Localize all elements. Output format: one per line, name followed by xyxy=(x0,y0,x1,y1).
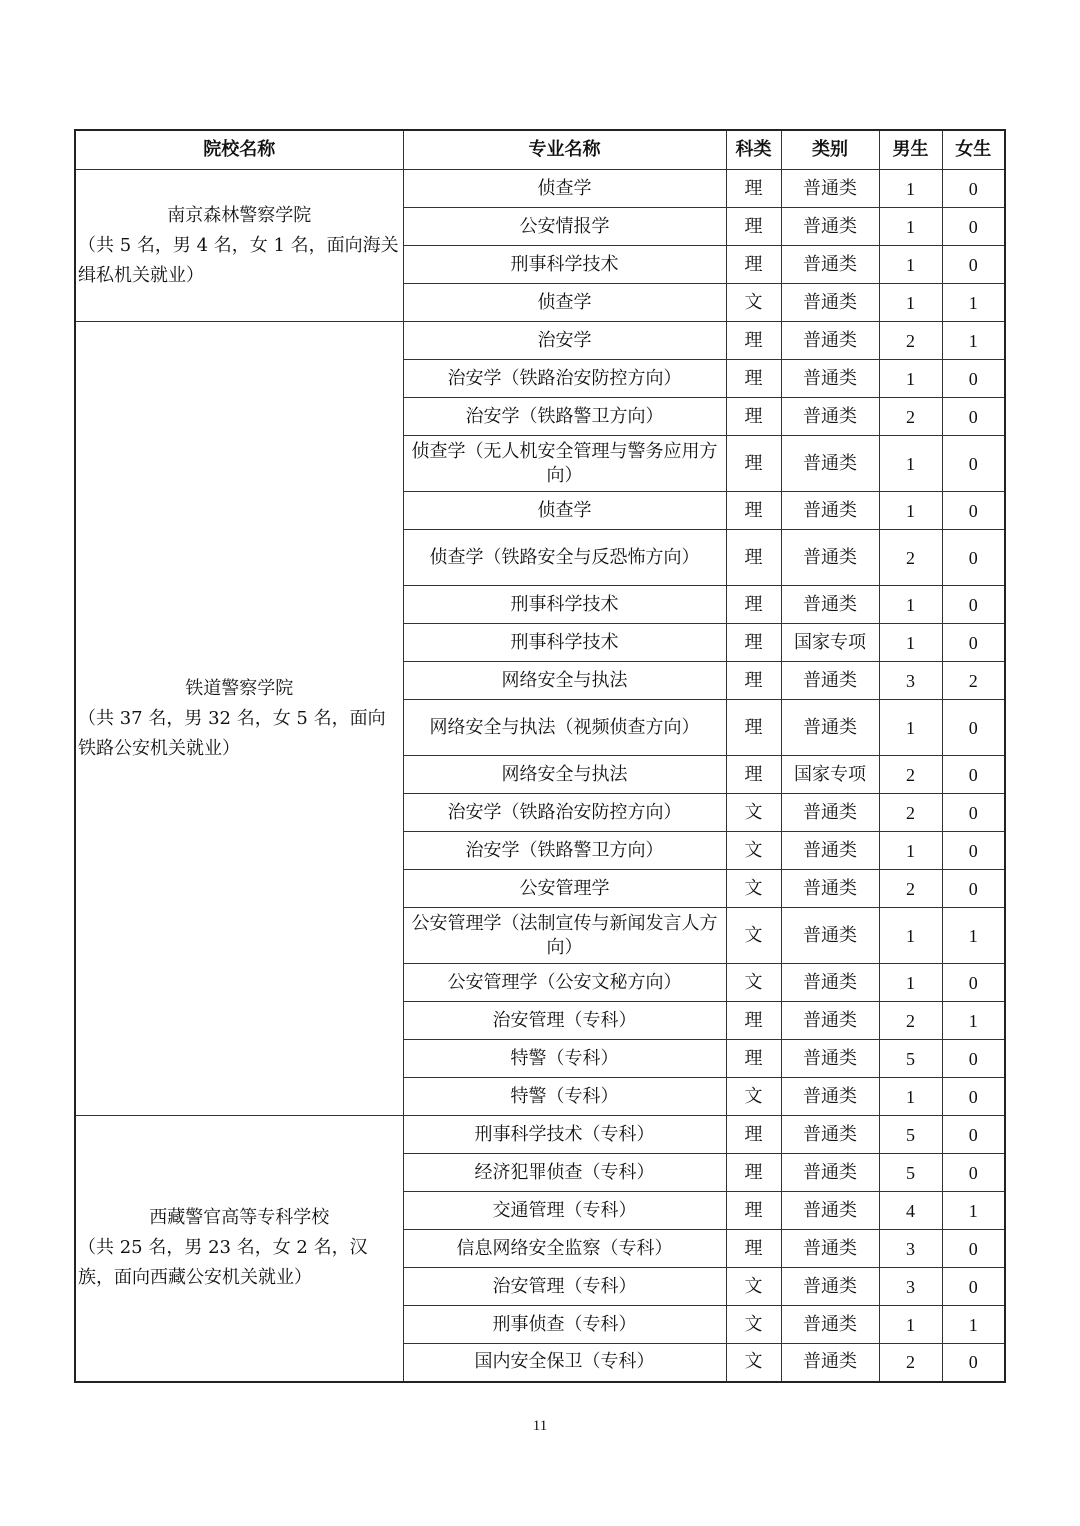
male-count-cell: 1 xyxy=(879,170,942,208)
major-cell: 治安学（铁路治安防控方向） xyxy=(403,360,726,398)
male-count-cell: 1 xyxy=(879,964,942,1002)
male-count-cell: 2 xyxy=(879,1344,942,1382)
female-count-cell: 0 xyxy=(942,1154,1005,1192)
category-cell: 国家专项 xyxy=(781,756,879,794)
header-school: 院校名称 xyxy=(75,130,403,170)
major-cell: 交通管理（专科） xyxy=(403,1192,726,1230)
category-cell: 普通类 xyxy=(781,908,879,964)
major-cell: 刑事科学技术（专科） xyxy=(403,1116,726,1154)
major-cell: 侦查学 xyxy=(403,284,726,322)
category-cell: 普通类 xyxy=(781,1268,879,1306)
male-count-cell: 3 xyxy=(879,1268,942,1306)
subject-cell: 理 xyxy=(726,586,781,624)
male-count-cell: 1 xyxy=(879,436,942,492)
subject-cell: 文 xyxy=(726,284,781,322)
category-cell: 普通类 xyxy=(781,870,879,908)
table-body xyxy=(75,170,1005,1382)
male-count-cell: 1 xyxy=(879,246,942,284)
subject-cell: 理 xyxy=(726,756,781,794)
major-cell: 公安管理学（公安文秘方向） xyxy=(403,964,726,1002)
major-cell: 经济犯罪侦查（专科） xyxy=(403,1154,726,1192)
male-count-cell: 1 xyxy=(879,208,942,246)
subject-cell: 文 xyxy=(726,1306,781,1344)
school-cell xyxy=(75,322,403,1116)
school-cell xyxy=(75,170,403,322)
major-cell: 国内安全保卫（专科） xyxy=(403,1344,726,1382)
subject-cell: 理 xyxy=(726,1154,781,1192)
male-count-cell: 1 xyxy=(879,832,942,870)
major-cell: 侦查学（无人机安全管理与警务应用方向） xyxy=(403,436,726,492)
major-cell: 侦查学 xyxy=(403,170,726,208)
subject-cell: 理 xyxy=(726,360,781,398)
female-count-cell: 1 xyxy=(942,908,1005,964)
subject-cell: 理 xyxy=(726,700,781,756)
male-count-cell: 1 xyxy=(879,360,942,398)
header-female: 女生 xyxy=(942,130,1005,170)
female-count-cell: 0 xyxy=(942,170,1005,208)
table-row xyxy=(75,322,1005,360)
major-cell: 刑事科学技术 xyxy=(403,624,726,662)
male-count-cell: 1 xyxy=(879,624,942,662)
subject-cell: 文 xyxy=(726,964,781,1002)
subject-cell: 理 xyxy=(726,1230,781,1268)
major-cell: 治安学（铁路警卫方向） xyxy=(403,398,726,436)
category-cell: 普通类 xyxy=(781,246,879,284)
category-cell: 普通类 xyxy=(781,208,879,246)
male-count-cell: 5 xyxy=(879,1154,942,1192)
category-cell: 普通类 xyxy=(781,360,879,398)
male-count-cell: 1 xyxy=(879,492,942,530)
school-name: 西藏警官高等专科学校 xyxy=(149,1207,330,1229)
subject-cell: 文 xyxy=(726,832,781,870)
category-cell: 普通类 xyxy=(781,284,879,322)
category-cell: 普通类 xyxy=(781,1078,879,1116)
female-count-cell: 0 xyxy=(942,208,1005,246)
subject-cell: 理 xyxy=(726,170,781,208)
subject-cell: 理 xyxy=(726,1192,781,1230)
major-cell: 公安管理学 xyxy=(403,870,726,908)
subject-cell: 理 xyxy=(726,436,781,492)
male-count-cell: 3 xyxy=(879,662,942,700)
header-category: 类别 xyxy=(781,130,879,170)
female-count-cell: 0 xyxy=(942,1344,1005,1382)
female-count-cell: 0 xyxy=(942,586,1005,624)
category-cell: 普通类 xyxy=(781,1230,879,1268)
subject-cell: 理 xyxy=(726,1002,781,1040)
category-cell: 普通类 xyxy=(781,662,879,700)
male-count-cell: 2 xyxy=(879,870,942,908)
male-count-cell: 2 xyxy=(879,398,942,436)
major-cell: 特警（专科） xyxy=(403,1040,726,1078)
major-cell: 治安学 xyxy=(403,322,726,360)
school-name: 铁道警察学院 xyxy=(185,677,294,699)
major-cell: 公安情报学 xyxy=(403,208,726,246)
category-cell: 普通类 xyxy=(781,492,879,530)
female-count-cell: 0 xyxy=(942,624,1005,662)
table-row xyxy=(75,1116,1005,1154)
female-count-cell: 0 xyxy=(942,1078,1005,1116)
header-male: 男生 xyxy=(879,130,942,170)
female-count-cell: 1 xyxy=(942,1002,1005,1040)
male-count-cell: 1 xyxy=(879,908,942,964)
male-count-cell: 1 xyxy=(879,1306,942,1344)
subject-cell: 文 xyxy=(726,870,781,908)
category-cell: 普通类 xyxy=(781,586,879,624)
female-count-cell: 0 xyxy=(942,360,1005,398)
female-count-cell: 0 xyxy=(942,1230,1005,1268)
male-count-cell: 1 xyxy=(879,586,942,624)
category-cell: 普通类 xyxy=(781,1306,879,1344)
female-count-cell: 0 xyxy=(942,436,1005,492)
school-name: 南京森林警察学院 xyxy=(167,204,312,226)
major-cell: 信息网络安全监察（专科） xyxy=(403,1230,726,1268)
male-count-cell: 2 xyxy=(879,794,942,832)
subject-cell: 理 xyxy=(726,208,781,246)
major-cell: 刑事科学技术 xyxy=(403,586,726,624)
major-cell: 治安学（铁路治安防控方向） xyxy=(403,794,726,832)
male-count-cell: 2 xyxy=(879,756,942,794)
female-count-cell: 1 xyxy=(942,284,1005,322)
major-cell: 特警（专科） xyxy=(403,1078,726,1116)
female-count-cell: 0 xyxy=(942,246,1005,284)
category-cell: 普通类 xyxy=(781,1154,879,1192)
category-cell: 普通类 xyxy=(781,832,879,870)
major-cell: 侦查学（铁路安全与反恐怖方向） xyxy=(403,530,726,586)
major-cell: 网络安全与执法 xyxy=(403,662,726,700)
subject-cell: 理 xyxy=(726,1116,781,1154)
category-cell: 普通类 xyxy=(781,1192,879,1230)
female-count-cell: 0 xyxy=(942,964,1005,1002)
table-row xyxy=(75,170,1005,208)
male-count-cell: 5 xyxy=(879,1116,942,1154)
male-count-cell: 2 xyxy=(879,530,942,586)
female-count-cell: 1 xyxy=(942,322,1005,360)
male-count-cell: 1 xyxy=(879,284,942,322)
female-count-cell: 0 xyxy=(942,398,1005,436)
subject-cell: 理 xyxy=(726,1040,781,1078)
header-major: 专业名称 xyxy=(403,130,726,170)
male-count-cell: 5 xyxy=(879,1040,942,1078)
male-count-cell: 1 xyxy=(879,1078,942,1116)
page-number: 11 xyxy=(532,1418,548,1434)
header-subject: 科类 xyxy=(726,130,781,170)
category-cell: 普通类 xyxy=(781,1116,879,1154)
major-cell: 侦查学 xyxy=(403,492,726,530)
category-cell: 普通类 xyxy=(781,794,879,832)
subject-cell: 理 xyxy=(726,322,781,360)
school-note: （共 37 名，男 32 名，女 5 名，面向铁路公安机关就业） xyxy=(78,707,386,759)
female-count-cell: 0 xyxy=(942,530,1005,586)
female-count-cell: 0 xyxy=(942,832,1005,870)
subject-cell: 理 xyxy=(726,398,781,436)
category-cell: 普通类 xyxy=(781,530,879,586)
male-count-cell: 3 xyxy=(879,1230,942,1268)
category-cell: 普通类 xyxy=(781,1040,879,1078)
major-cell: 公安管理学（法制宣传与新闻发言人方向） xyxy=(403,908,726,964)
school-note: （共 5 名，男 4 名，女 1 名，面向海关缉私机关就业） xyxy=(78,234,399,286)
category-cell: 普通类 xyxy=(781,964,879,1002)
male-count-cell: 2 xyxy=(879,322,942,360)
female-count-cell: 0 xyxy=(942,1116,1005,1154)
female-count-cell: 1 xyxy=(942,1192,1005,1230)
category-cell: 普通类 xyxy=(781,1002,879,1040)
subject-cell: 文 xyxy=(726,1344,781,1382)
header-row xyxy=(75,130,1005,170)
female-count-cell: 0 xyxy=(942,700,1005,756)
female-count-cell: 2 xyxy=(942,662,1005,700)
subject-cell: 理 xyxy=(726,492,781,530)
category-cell: 普通类 xyxy=(781,436,879,492)
major-cell: 治安管理（专科） xyxy=(403,1002,726,1040)
school-note: （共 25 名，男 23 名，女 2 名，汉族，面向西藏公安机关就业） xyxy=(78,1237,368,1289)
male-count-cell: 2 xyxy=(879,1002,942,1040)
category-cell: 普通类 xyxy=(781,1344,879,1382)
female-count-cell: 0 xyxy=(942,756,1005,794)
category-cell: 普通类 xyxy=(781,398,879,436)
subject-cell: 理 xyxy=(726,246,781,284)
subject-cell: 文 xyxy=(726,794,781,832)
subject-cell: 理 xyxy=(726,530,781,586)
male-count-cell: 4 xyxy=(879,1192,942,1230)
category-cell: 国家专项 xyxy=(781,624,879,662)
major-cell: 治安学（铁路警卫方向） xyxy=(403,832,726,870)
major-cell: 网络安全与执法 xyxy=(403,756,726,794)
female-count-cell: 0 xyxy=(942,1268,1005,1306)
major-cell: 刑事科学技术 xyxy=(403,246,726,284)
male-count-cell: 1 xyxy=(879,700,942,756)
admissions-table xyxy=(74,129,1006,1383)
category-cell: 普通类 xyxy=(781,322,879,360)
major-cell: 治安管理（专科） xyxy=(403,1268,726,1306)
female-count-cell: 1 xyxy=(942,1306,1005,1344)
subject-cell: 文 xyxy=(726,1268,781,1306)
subject-cell: 文 xyxy=(726,1078,781,1116)
female-count-cell: 0 xyxy=(942,492,1005,530)
subject-cell: 理 xyxy=(726,662,781,700)
subject-cell: 理 xyxy=(726,624,781,662)
school-cell xyxy=(75,1116,403,1382)
female-count-cell: 0 xyxy=(942,1040,1005,1078)
subject-cell: 文 xyxy=(726,908,781,964)
major-cell: 刑事侦查（专科） xyxy=(403,1306,726,1344)
major-cell: 网络安全与执法（视频侦查方向） xyxy=(403,700,726,756)
female-count-cell: 0 xyxy=(942,870,1005,908)
category-cell: 普通类 xyxy=(781,700,879,756)
female-count-cell: 0 xyxy=(942,794,1005,832)
category-cell: 普通类 xyxy=(781,170,879,208)
